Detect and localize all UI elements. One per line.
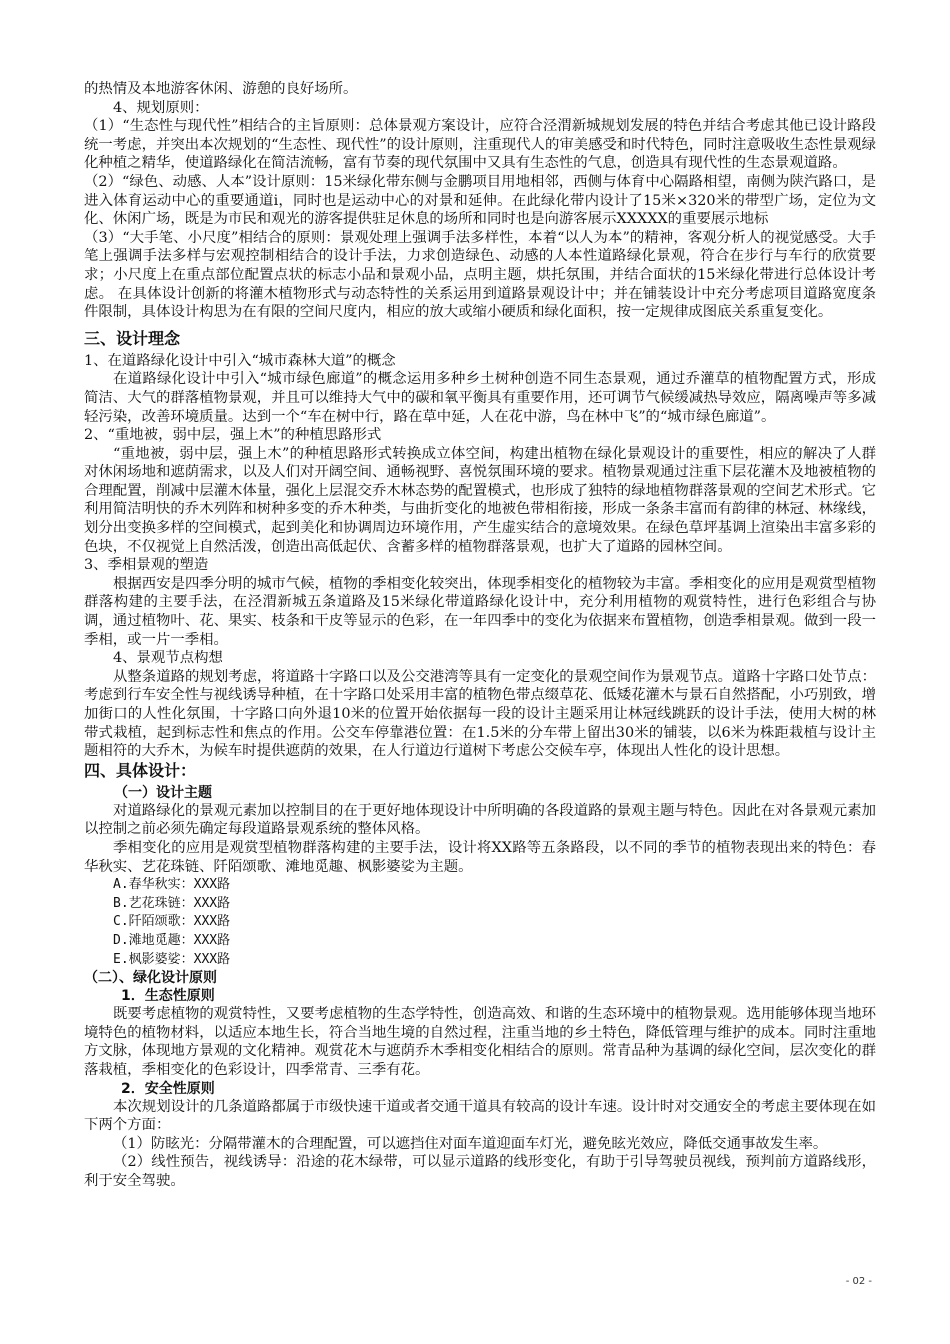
heading-specific-design: 四、具体设计：: [84, 760, 197, 780]
paragraph: （2）“绿色、动感、人本”设计原则：15米绿化带东侧与金鹏项目用地相邻，西侧与体育中心隔路相望，南侧为陕汽路口，是进入体育运动中心的重要通道i，同时也是运动中心的对景和延伸。在此绿化带内设计了15米×320米的带型广场，定位为文化、休闲广场，既是为市民和观光的游客提供驻足休息的场所和同时也是向游客展示XXXXX的重要展示地标: [84, 173, 876, 228]
heading-greening-principles: （二）、绿化设计原则: [84, 970, 217, 987]
paragraph: “重地被，弱中层，强上木”的种植思路形式转换成立体空间，构建出植物在绿化景观设计的重要性，相应的解决了人群对休闲场地和遮荫需求，以及人们对开阔空间、通畅视野、喜悦氛围环境的要求。植物景观通过注重下层花灌木及地被植物的合理配置，削减中层灌木体量，强化上层混交乔木林态势的配置模式，也形成了独特的绿地植物群落景观的空间艺术形式。它利用简洁明快的乔木列阵和树种多变的乔木种类，与曲折变化的地被色带相衔接，形成一条条丰富而有韵律的林冠、林缘线，划分出变换多样的空间模式，起到美化和协调周边环境作用，产生虚实结合的意境效果。在绿色草坪基调上渲染出丰富多彩的色块，不仅视觉上自然活泼，创造出高低起伏、含蓄多样的植物群落景观，也扩大了道路的园林空间。: [84, 445, 876, 555]
document-page: [84, 80, 876, 1190]
heading-safety-principle: 2．安全性原则: [121, 1080, 215, 1097]
heading-ecological-principle: 1．生态性原则: [121, 988, 215, 1005]
heading-design-concept: 三、设计理念: [84, 328, 181, 348]
paragraph: （2）线性预告，视线诱导：沿途的花木绿带，可以显示道路的线形变化，有助于引导驾驶员视线，预判前方道路线形，利于安全驾驶。: [84, 1154, 876, 1189]
paragraph: 根据西安是四季分明的城市气候，植物的季相变化较突出，体现季相变化的植物较为丰富。季相变化的应用是观赏型植物群落构建的主要手法，在泾渭新城五条道路及15米绿化带道路绿化设计中，充分利用植物的观赏特性，进行色彩组合与协调，通过植物叶、花、果实、枝条和干皮等显示的色彩，在一年四季中的变化为依据来布置植物，创造季相景观。做到一段一季相，或一片一季相。: [84, 575, 876, 648]
subheading: 4、景观节点构想: [113, 650, 223, 667]
list-item: D.滩地觅趣：XXX路: [113, 932, 231, 948]
list-item: C.阡陌颂歌：XXX路: [113, 914, 231, 930]
paragraph: 本次规划设计的几条道路都属于市级快速干道或者交通干道具有较高的设计车速。设计时对交通安全的考虑主要体现在如下两个方面：: [84, 1098, 876, 1134]
paragraph: （1）“生态性与现代性”相结合的主旨原则：总体景观方案设计，应符合泾渭新城规划发展的特色并结合考虑其他已设计路段统一考虑，并突出本次规划的“生态性、现代性”的设计原则，注重现代人的审美感受和时代特色，同时注意吸收生态性景观绿化种植之精华，使道路绿化在简洁流畅，富有节奏的现代氛围中又具有生态性的气息，创造具有现代性的生态景观道路。: [84, 118, 876, 172]
paragraph: 从整条道路的规划考虑，将道路十字路口以及公交港湾等具有一定变化的景观空间作为景观节点。道路十字路口处节点：考虑到行车安全性与视线诱导种植，在十字路口处采用丰富的植物色带点缀草花、低矮花灌木与景石自然搭配，小巧别致，增加街口的人性化氛围，十字路口向外退10米的位置开始依据每一段的设计主题采用让林冠线跳跃的设计手法，使用大树的林带式栽植，起到标志性和焦点的作用。公交车停靠港位置：在1.5米的分车带上留出30米的铺装，以6米为株距栽植与设计主题相符的大乔木，为候车时提供遮荫的效果，在人行道边行道树下考虑公交候车亭，体现出人性化的设计思想。: [84, 668, 876, 760]
heading-design-theme: （一）设计主题: [114, 784, 212, 801]
paragraph: 对道路绿化的景观元素加以控制目的在于更好地体现设计中所明确的各段道路的景观主题与特色。因此在对各景观元素加以控制之前必须先确定每段道路景观系统的整体风格。: [84, 802, 876, 838]
paragraph: （3）“大手笔、小尺度”相结合的原则：景观处理上强调手法多样性，本着“以人为本”的精神，客观分析人的视觉感受。大手笔上强调手法多样与宏观控制相结合的设计手法，力求创造绿色、动感的人本性道路绿化景观，符合在步行与车行的欣赏要求；小尺度上在重点部位配置点状的标志小品和景观小品，点明主题，烘托氛围，并结合面状的15米绿化带进行总体设计考虑。 在具体设计创新的将灌木植物形式与动态特性的关系运用到道路景观设计中；并在铺装设计中充分考虑项目道路宽度条件限制，具体设计构思为在有限的空间尺度内，相应的放大或缩小硬质和绿化面积，按一定规律成图底关系重复变化。: [84, 229, 876, 321]
list-item: A.春华秋实：XXX路: [113, 877, 231, 893]
paragraph: 的热情及本地游客休闲、游憩的良好场所。: [84, 81, 358, 97]
subheading: 3、季相景观的塑造: [84, 557, 209, 574]
section-heading-planning-principles: 4、规划原则：: [113, 99, 209, 116]
list-item: E.枫影婆娑：XXX路: [113, 951, 231, 967]
paragraph: 在道路绿化设计中引入“城市绿色廊道”的概念运用多种乡土树种创造不同生态景观，通过乔灌草的植物配置方式，形成简洁、大气的群落植物景观，并且可以维持大气中的碳和氧平衡具有重要作用，还可调节气候缓减热导效应，隔离噪声等多减轻污染，改善环境质量。达到一个“车在树中行，路在草中延，人在花中游，鸟在林中飞”的“城市绿色廊道”。: [84, 371, 876, 425]
paragraph: 既要考虑植物的观赏特性，又要考虑植物的生态学特性，创造高效、和谐的生态环境中的植物景观。选用能够体现当地环境特色的植物材料，以适应本地生长，符合当地生境的自然过程，注重当地的乡土特色，降低管理与维护的成本。同时注重地方文脉，体现地方景观的文化精神。观赏花木与遮荫乔木季相变化相结合的原则。常青品种为基调的绿化空间，层次变化的群落栽植，季相变化的色彩设计，四季常青、三季有花。: [84, 1006, 876, 1078]
list-item: B.艺花珠链：XXX路: [113, 895, 231, 911]
subheading: 2、“重地被，弱中层，强上木”的种植思路形式: [84, 427, 382, 444]
paragraph: 季相变化的应用是观赏型植物群落构建的主要手法，设计将XX路等五条路段，以不同的季节的植物表现出来的特色：春华秋实、艺花珠链、阡陌颂歌、滩地觅趣、枫影婆娑为主题。: [84, 839, 876, 875]
page-number: - 02 -: [845, 1276, 872, 1287]
paragraph: （1）防眩光：分隔带灌木的合理配置，可以遮挡住对面车道迎面车灯光，避免眩光效应，降低交通事故发生率。: [113, 1135, 828, 1152]
subheading: 1、在道路绿化设计中引入“城市森林大道”的概念: [84, 352, 396, 369]
